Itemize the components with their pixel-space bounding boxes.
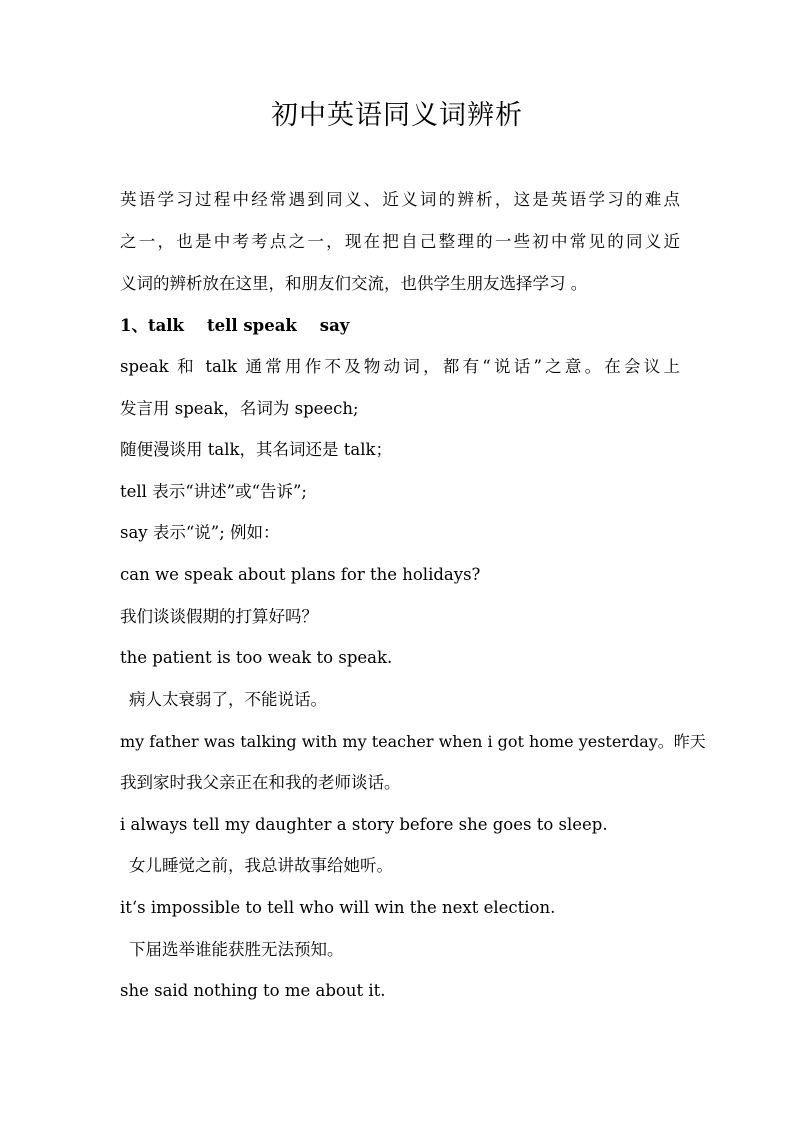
- example-sentence-4: i always tell my daughter a story before she goes to sleep.: [120, 815, 608, 834]
- example-translation-2: 病人太衰弱了，不能说话。: [129, 690, 327, 709]
- example-sentence-5: it‘s impossible to tell who will win the next election.: [120, 898, 556, 917]
- example-translation-3: 我到家时我父亲正在和我的老师谈话。: [120, 773, 401, 792]
- example-translation-4: 女儿睡觉之前，我总讲故事给她听。: [129, 856, 393, 875]
- example-sentence-6: she said nothing to me about it.: [120, 981, 386, 1000]
- section-heading: 1、talk tell speak say: [120, 316, 350, 335]
- example-sentence-2: the patient is too weak to speak.: [120, 648, 393, 667]
- example-sentence-1: can we speak about plans for the holidays?: [120, 565, 481, 584]
- intro-line-3: 义词的辨析放在这里，和朋友们交流，也供学生朋友选择学习 。: [120, 274, 588, 293]
- example-sentence-3: my father was talking with my teacher when i got home yesterday。昨天: [120, 732, 706, 751]
- example-translation-1: 我们谈谈假期的打算好吗？: [120, 607, 318, 626]
- intro-line-2: 之一，也是中考考点之一，现在把自己整理的一些初中常见的同义近: [120, 232, 680, 251]
- body-line-5: say 表示“说”; 例如：: [120, 523, 280, 542]
- intro-line-1: 英语学习过程中经常遇到同义、近义词的辨析，这是英语学习的难点: [120, 190, 680, 209]
- body-line-1: speak 和 talk 通常用作不及物动词，都有“说话”之意。在会议上: [120, 357, 680, 376]
- document-title: 初中英语同义词辨析: [271, 100, 523, 131]
- body-line-2: 发言用 speak，名词为 speech;: [120, 399, 359, 418]
- body-line-3: 随便漫谈用 talk，其名词还是 talk；: [120, 440, 392, 459]
- body-line-4: tell 表示“讲述”或“告诉”;: [120, 482, 307, 501]
- example-translation-5: 下届选举谁能获胜无法预知。: [129, 940, 344, 959]
